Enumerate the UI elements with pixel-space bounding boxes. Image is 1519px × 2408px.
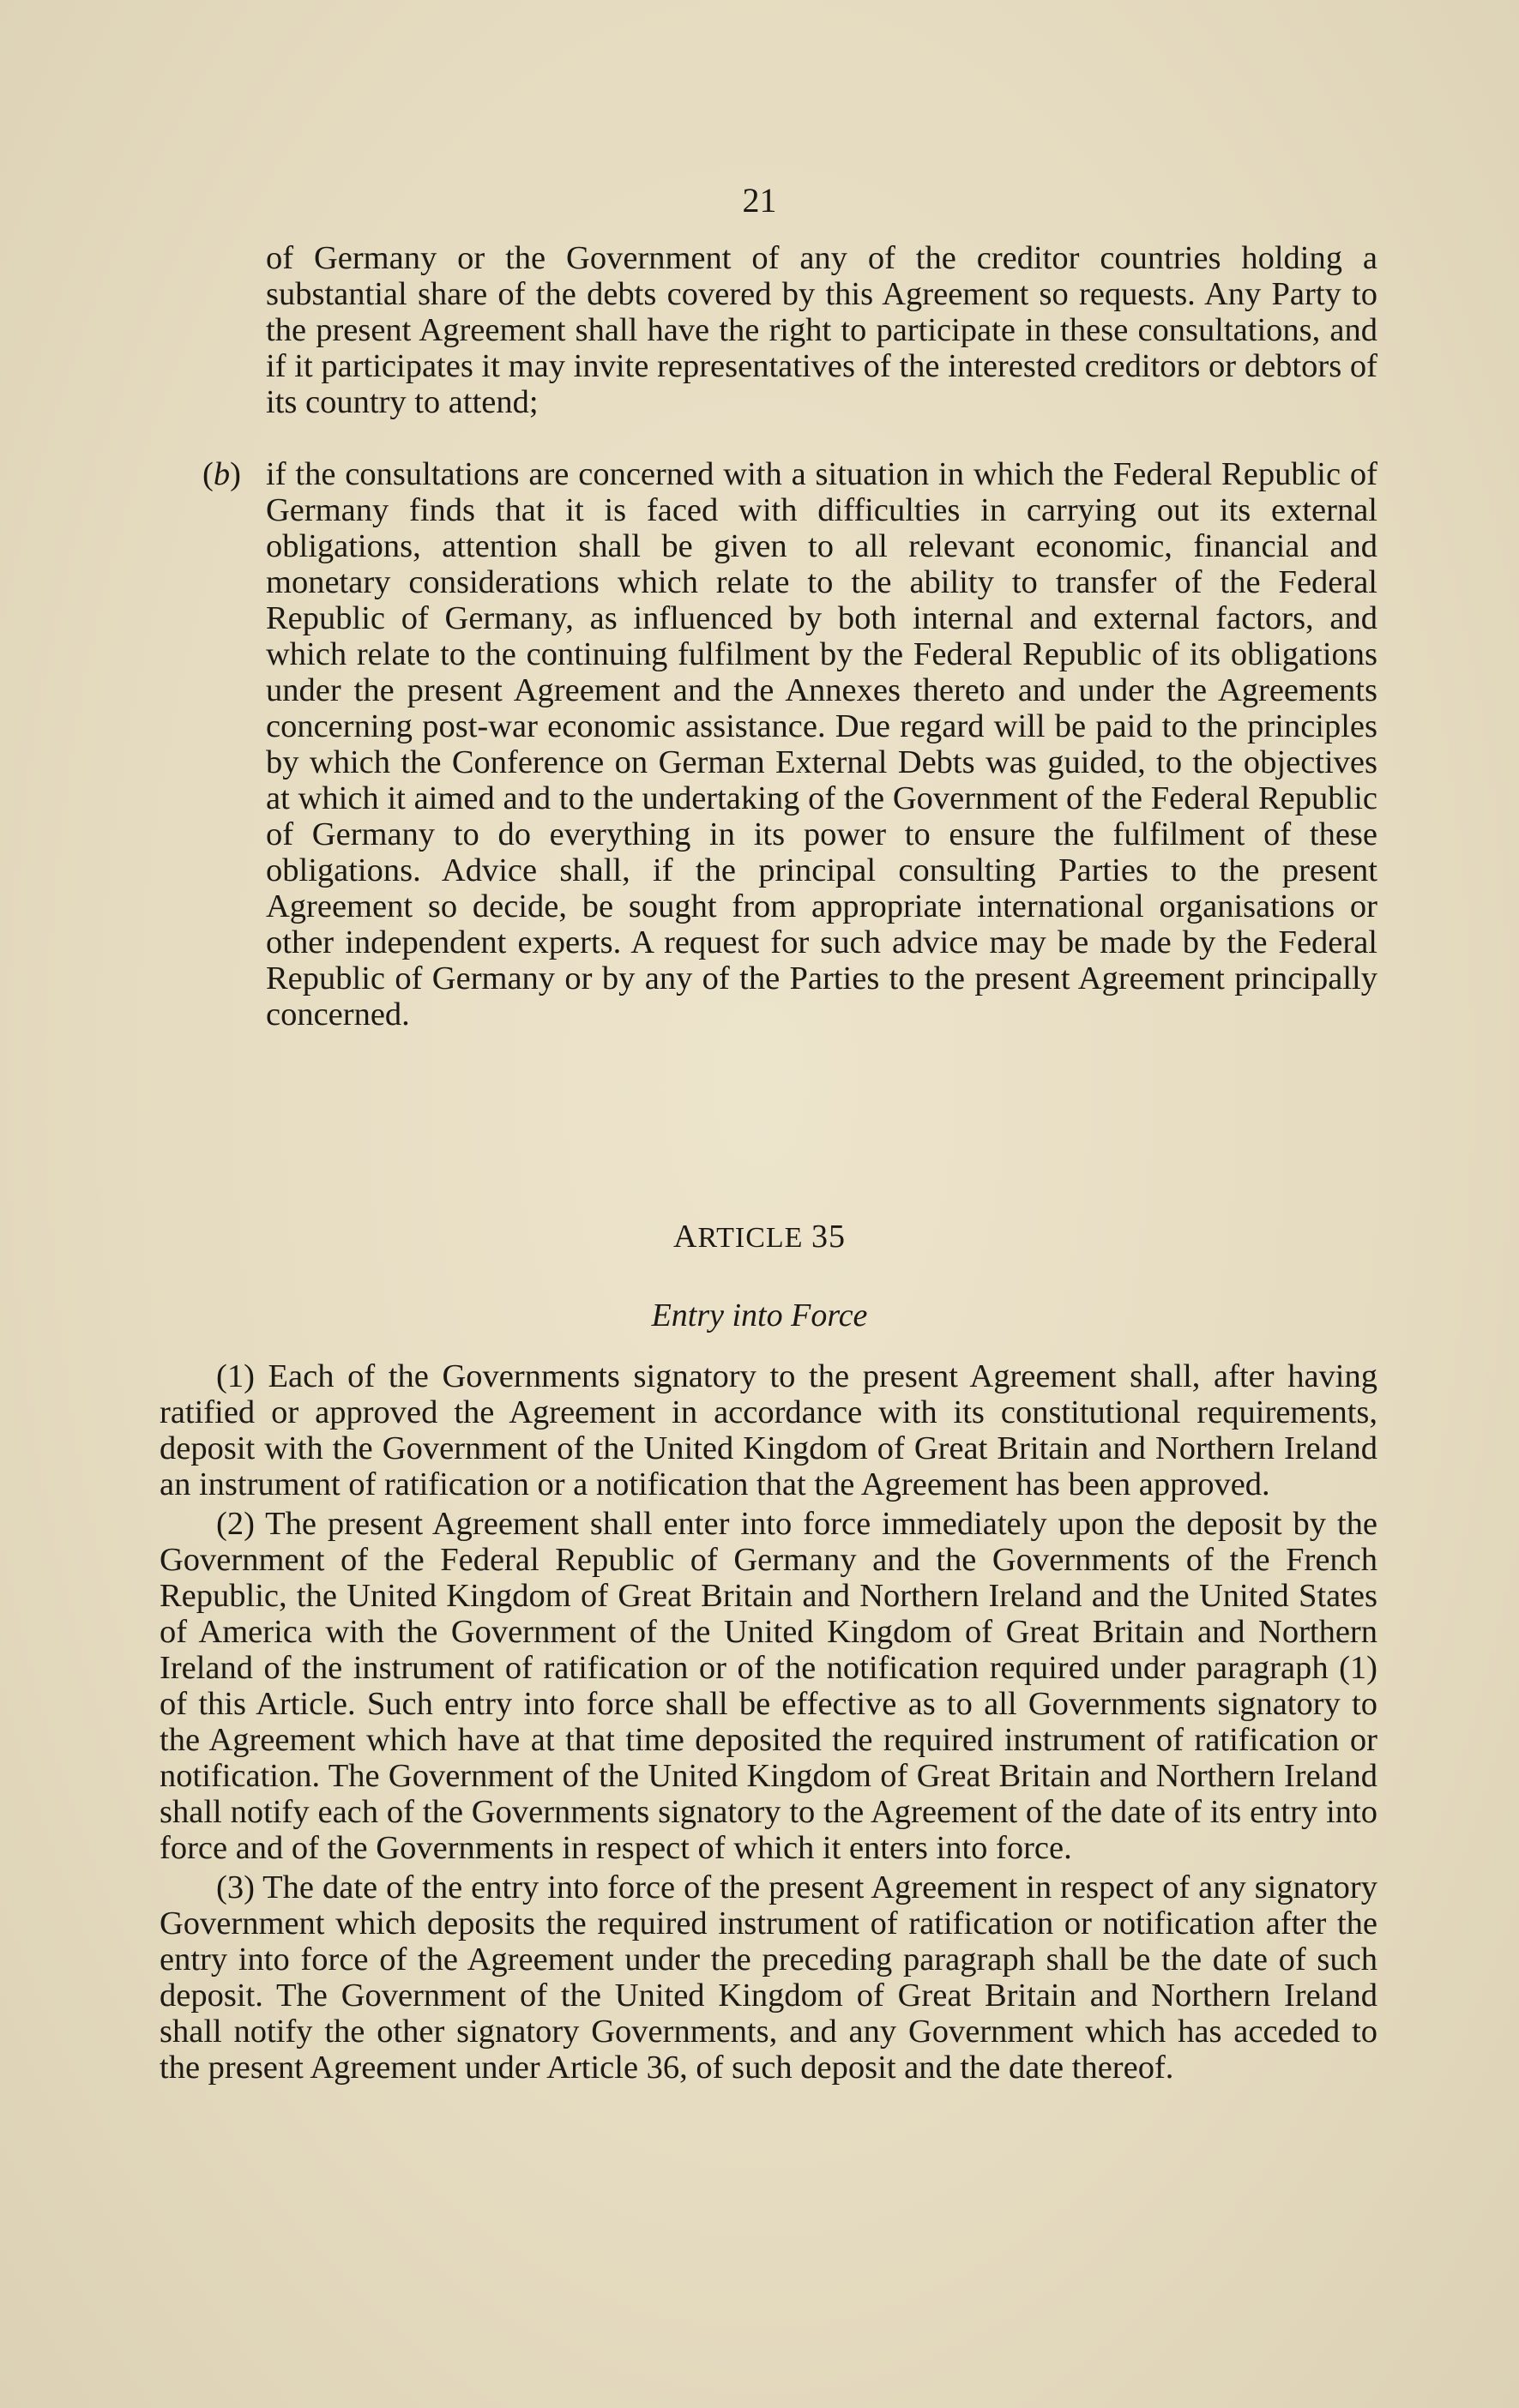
item-b-label-close: ) [230,456,241,492]
article-number: 35 [811,1219,846,1255]
article-paragraph-2: (2) The present Agreement shall enter into force immediately upon the deposit by the Government of the Federal Republic of Germany and the Governments of the French Republic, the United Kingdom of Great Britain and Northern Ireland and the United States of America with the Government of the United Kingdom of Great Britain and Northern Ireland of the instrument of ratification or of the notification required under paragraph (1) of this Article. Such entry into force shall be effective as to all Governments signatory to the Agreement which have at that time deposited the required instrument of ratification or notification. The Government of the United Kingdom of Great Britain and Northern Ireland shall notify each of the Governments signatory to the Agreement of the date of its entry into force and of the Governments in respect of which it enters into force. [160,1506,1377,1866]
article-heading [0,1218,1519,1255]
page-number: 21 [742,181,777,220]
continuation-paragraph: of Germany or the Government of any of the creditor countries holding a substantial share of the debts covered by this Agreement so requests. Any Party to the present Agreement shall have the right to participate in these consultations, and if it participates it may invite representatives of the interested creditors or debtors of its country to attend; [266,240,1377,420]
article-paragraph-3: (3) The date of the entry into force of the present Agreement in respect of any signatory Government which deposits the required instrument of ratification or notification after the entry into force of the Agreement under the preceding paragraph shall be the date of such deposit. The Government of the United Kingdom of Great Britain and Northern Ireland shall notify the other signatory Governments, and any Government which has acceded to the present Agreement under Article 36, of such deposit and the date thereof. [160,1869,1377,2086]
item-b-paragraph: if the consultations are concerned with a situation in which the Federal Republic of Germany finds that it is faced with difficulties in carrying out its external obligations, attention shall be given to all relevant economic, financial and monetary considerations which relate to the ability to transfer of the Federal Republic of Germany, as influenced by both internal and external factors, and which relate to the continuing fulfilment by the Federal Republic of its obligations under the present Agreement and the Annexes thereto and under the Agreements concerning post-war economic assistance. Due regard will be paid to the principles by which the Conference on German External Debts was guided, to the objectives at which it aimed and to the undertaking of the Government of the Federal Republic of Germany to do everything in its power to ensure the fulfilment of these obligations. Advice shall, if the principal consulting Parties to the present Agreement so decide, be sought from appropriate international organisations or other independent experts. A request for such advice may be made by the Federal Republic of Germany or by any of the Parties to the present Agreement principally concerned. [266,456,1377,1032]
item-b-label-letter: b [213,456,231,492]
item-b-block [160,456,1377,1032]
article-body [160,1358,1377,2089]
item-b-label-open: ( [202,456,214,492]
article-heading-rest: RTICLE [697,1222,804,1254]
item-b-label [202,456,262,492]
article-heading-initial: A [673,1219,698,1255]
article-title: Entry into Force [651,1297,868,1333]
article-paragraph-1: (1) Each of the Governments signatory to the present Agreement shall, after having ratified or approved the Agreement in accordance with its constitutional requirements, deposit with the Government of the United Kingdom of Great Britain and Northern Ireland an instrument of ratification or a notification that the Agreement has been approved. [160,1358,1377,1502]
continuation-block [160,240,1377,420]
